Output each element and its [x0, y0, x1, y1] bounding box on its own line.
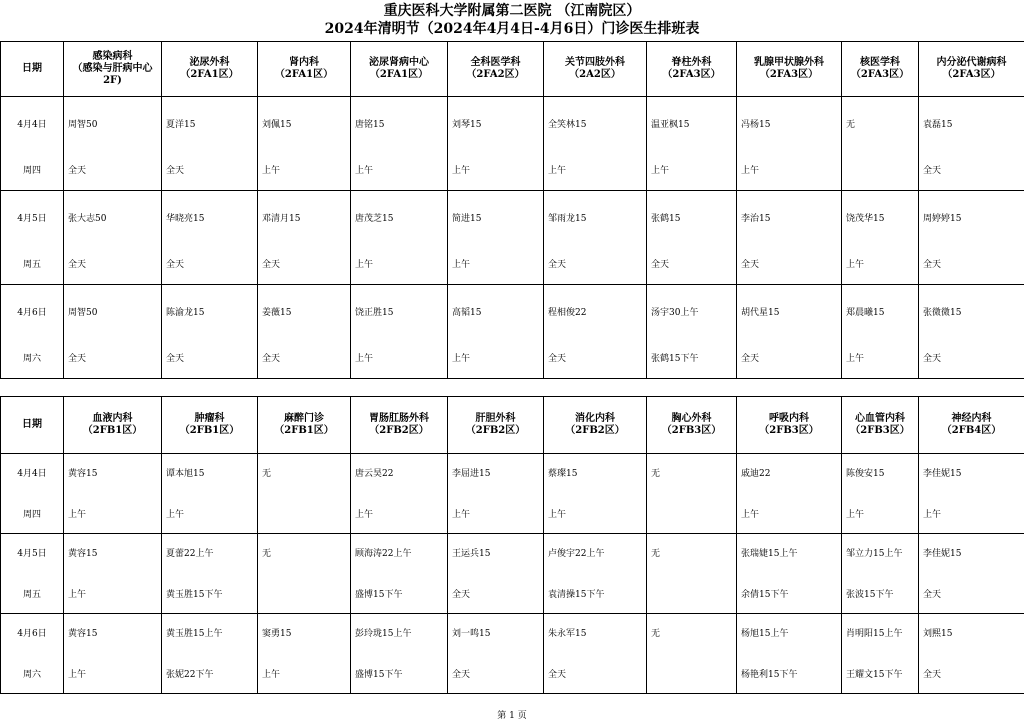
schedule-cell: 夏蕾22上午 黄玉胜15下午 — [162, 534, 258, 614]
schedule-cell: 无 — [258, 534, 351, 614]
date-cell: 4月6日 周六 — [1, 614, 64, 694]
schedule-cell: 朱永军15 全天 — [544, 614, 647, 694]
schedule-table-1 — [0, 41, 1024, 379]
schedule-title: 2024年清明节（2024年4月4日-4月6日）门诊医生排班表 — [0, 20, 1024, 38]
schedule-cell: 唐云昊22 上午 — [351, 454, 448, 534]
schedule-cell: 高韬15 上午 — [448, 285, 544, 379]
table-header-row — [1, 42, 1024, 97]
schedule-cell: 戚迪22 上午 — [737, 454, 842, 534]
dept-header: 麻醉门诊 （2FB1区） — [258, 397, 351, 454]
schedule-cell: 全笑林15 上午 — [544, 97, 647, 191]
schedule-cell: 刘琴15 上午 — [448, 97, 544, 191]
dept-header: 呼吸内科 （2FB3区） — [737, 397, 842, 454]
schedule-cell: 无 — [647, 534, 737, 614]
page-title-block — [0, 2, 1024, 38]
dept-header: 胸心外科 （2FB3区） — [647, 397, 737, 454]
hospital-title: 重庆医科大学附属第二医院 （江南院区） — [0, 2, 1024, 20]
dept-header: 肾内科 （2FA1区） — [258, 42, 351, 97]
schedule-cell: 杨旭15上午 杨艳利15下午 — [737, 614, 842, 694]
schedule-cell: 周婷婷15 全天 — [919, 191, 1024, 285]
schedule-cell: 黄容15 上午 — [64, 534, 162, 614]
dept-header: 泌尿肾病中心 （2FA1区） — [351, 42, 448, 97]
date-header: 日期 — [1, 397, 64, 454]
date-cell: 4月4日 周四 — [1, 97, 64, 191]
schedule-cell: 刘一鸣15 全天 — [448, 614, 544, 694]
schedule-cell: 无 — [647, 454, 737, 534]
schedule-cell: 陈俊安15 上午 — [842, 454, 919, 534]
schedule-cell: 郑晨曦15 上午 — [842, 285, 919, 379]
table-row — [1, 285, 1024, 379]
schedule-cell: 无 — [842, 97, 919, 191]
table-row — [1, 614, 1024, 694]
dept-header: 乳腺甲状腺外科 （2FA3区） — [737, 42, 842, 97]
dept-header: 神经内科 （2FB4区） — [919, 397, 1024, 454]
dept-header: 心血管内科 （2FB3区） — [842, 397, 919, 454]
date-cell: 4月5日 周五 — [1, 534, 64, 614]
schedule-table-2 — [0, 396, 1024, 694]
dept-header: 全科医学科 （2FA2区） — [448, 42, 544, 97]
schedule-cell: 刘佩15 上午 — [258, 97, 351, 191]
schedule-cell: 姜薇15 全天 — [258, 285, 351, 379]
schedule-cell: 唐铭15 上午 — [351, 97, 448, 191]
schedule-cell: 夏洋15 全天 — [162, 97, 258, 191]
schedule-cell: 程相俊22 全天 — [544, 285, 647, 379]
table-row — [1, 454, 1024, 534]
schedule-cell: 蔡璨15 上午 — [544, 454, 647, 534]
dept-header: 内分泌代谢病科 （2FA3区） — [919, 42, 1024, 97]
dept-header: 肿瘤科 （2FB1区） — [162, 397, 258, 454]
schedule-cell: 刘熙15 全天 — [919, 614, 1024, 694]
dept-header: 泌尿外科 （2FA1区） — [162, 42, 258, 97]
schedule-cell: 肖明阳15上午 王耀文15下午 — [842, 614, 919, 694]
schedule-cell: 邹立力15上午 张波15下午 — [842, 534, 919, 614]
date-header: 日期 — [1, 42, 64, 97]
dept-header: 胃肠肛肠外科 （2FB2区） — [351, 397, 448, 454]
schedule-cell: 李佳妮15 上午 — [919, 454, 1024, 534]
schedule-cell: 顾海涛22上午 盛博15下午 — [351, 534, 448, 614]
schedule-cell: 黄容15 上午 — [64, 614, 162, 694]
schedule-cell: 华晓亮15 全天 — [162, 191, 258, 285]
schedule-cell: 张微微15 全天 — [919, 285, 1024, 379]
dept-header: 脊柱外科 （2FA3区） — [647, 42, 737, 97]
schedule-cell: 简进15 上午 — [448, 191, 544, 285]
date-cell: 4月4日 周四 — [1, 454, 64, 534]
schedule-cell: 王运兵15 全天 — [448, 534, 544, 614]
schedule-cell: 胡代星15 全天 — [737, 285, 842, 379]
dept-header: 肝胆外科 （2FB2区） — [448, 397, 544, 454]
dept-header: 核医学科 （2FA3区） — [842, 42, 919, 97]
table-header-row — [1, 397, 1024, 454]
schedule-cell: 李治15 全天 — [737, 191, 842, 285]
schedule-cell: 饶茂华15 上午 — [842, 191, 919, 285]
dept-header: 血液内科 （2FB1区） — [64, 397, 162, 454]
schedule-cell: 无 — [647, 614, 737, 694]
schedule-cell: 冯杨15 上午 — [737, 97, 842, 191]
schedule-cell: 黄玉胜15上午 张妮22下午 — [162, 614, 258, 694]
dept-header: 感染病科 （感染与肝病中心 2F) — [64, 42, 162, 97]
schedule-cell: 温亚枫15 上午 — [647, 97, 737, 191]
schedule-cell: 饶正胜15 上午 — [351, 285, 448, 379]
schedule-cell: 卢俊宇22上午 袁清操15下午 — [544, 534, 647, 614]
schedule-cell: 张大志50 全天 — [64, 191, 162, 285]
schedule-cell: 袁磊15 全天 — [919, 97, 1024, 191]
schedule-cell: 周智50 全天 — [64, 97, 162, 191]
date-cell: 4月5日 周五 — [1, 191, 64, 285]
schedule-cell: 谭本旭15 上午 — [162, 454, 258, 534]
schedule-cell: 邹雨龙15 全天 — [544, 191, 647, 285]
schedule-cell: 彭玲珑15上午 盛博15下午 — [351, 614, 448, 694]
schedule-cell: 唐茂芝15 上午 — [351, 191, 448, 285]
schedule-cell: 窦勇15 上午 — [258, 614, 351, 694]
schedule-cell: 无 — [258, 454, 351, 534]
schedule-cell: 黄容15 上午 — [64, 454, 162, 534]
dept-header: 关节四肢外科 （2A2区） — [544, 42, 647, 97]
page-number: 第 1 页 — [0, 708, 1024, 721]
schedule-cell: 张鹤15 全天 — [647, 191, 737, 285]
date-cell: 4月6日 周六 — [1, 285, 64, 379]
dept-header: 消化内科 （2FB2区） — [544, 397, 647, 454]
table-row — [1, 534, 1024, 614]
schedule-cell: 邓清月15 全天 — [258, 191, 351, 285]
schedule-cell: 周智50 全天 — [64, 285, 162, 379]
schedule-cell: 陈渝龙15 全天 — [162, 285, 258, 379]
table-row — [1, 191, 1024, 285]
schedule-cell: 李屈进15 上午 — [448, 454, 544, 534]
schedule-cell: 张瑞婕15上午 余倩15下午 — [737, 534, 842, 614]
table-row — [1, 97, 1024, 191]
schedule-cell: 李佳妮15 全天 — [919, 534, 1024, 614]
schedule-cell: 汤宇30上午 张鹤15下午 — [647, 285, 737, 379]
